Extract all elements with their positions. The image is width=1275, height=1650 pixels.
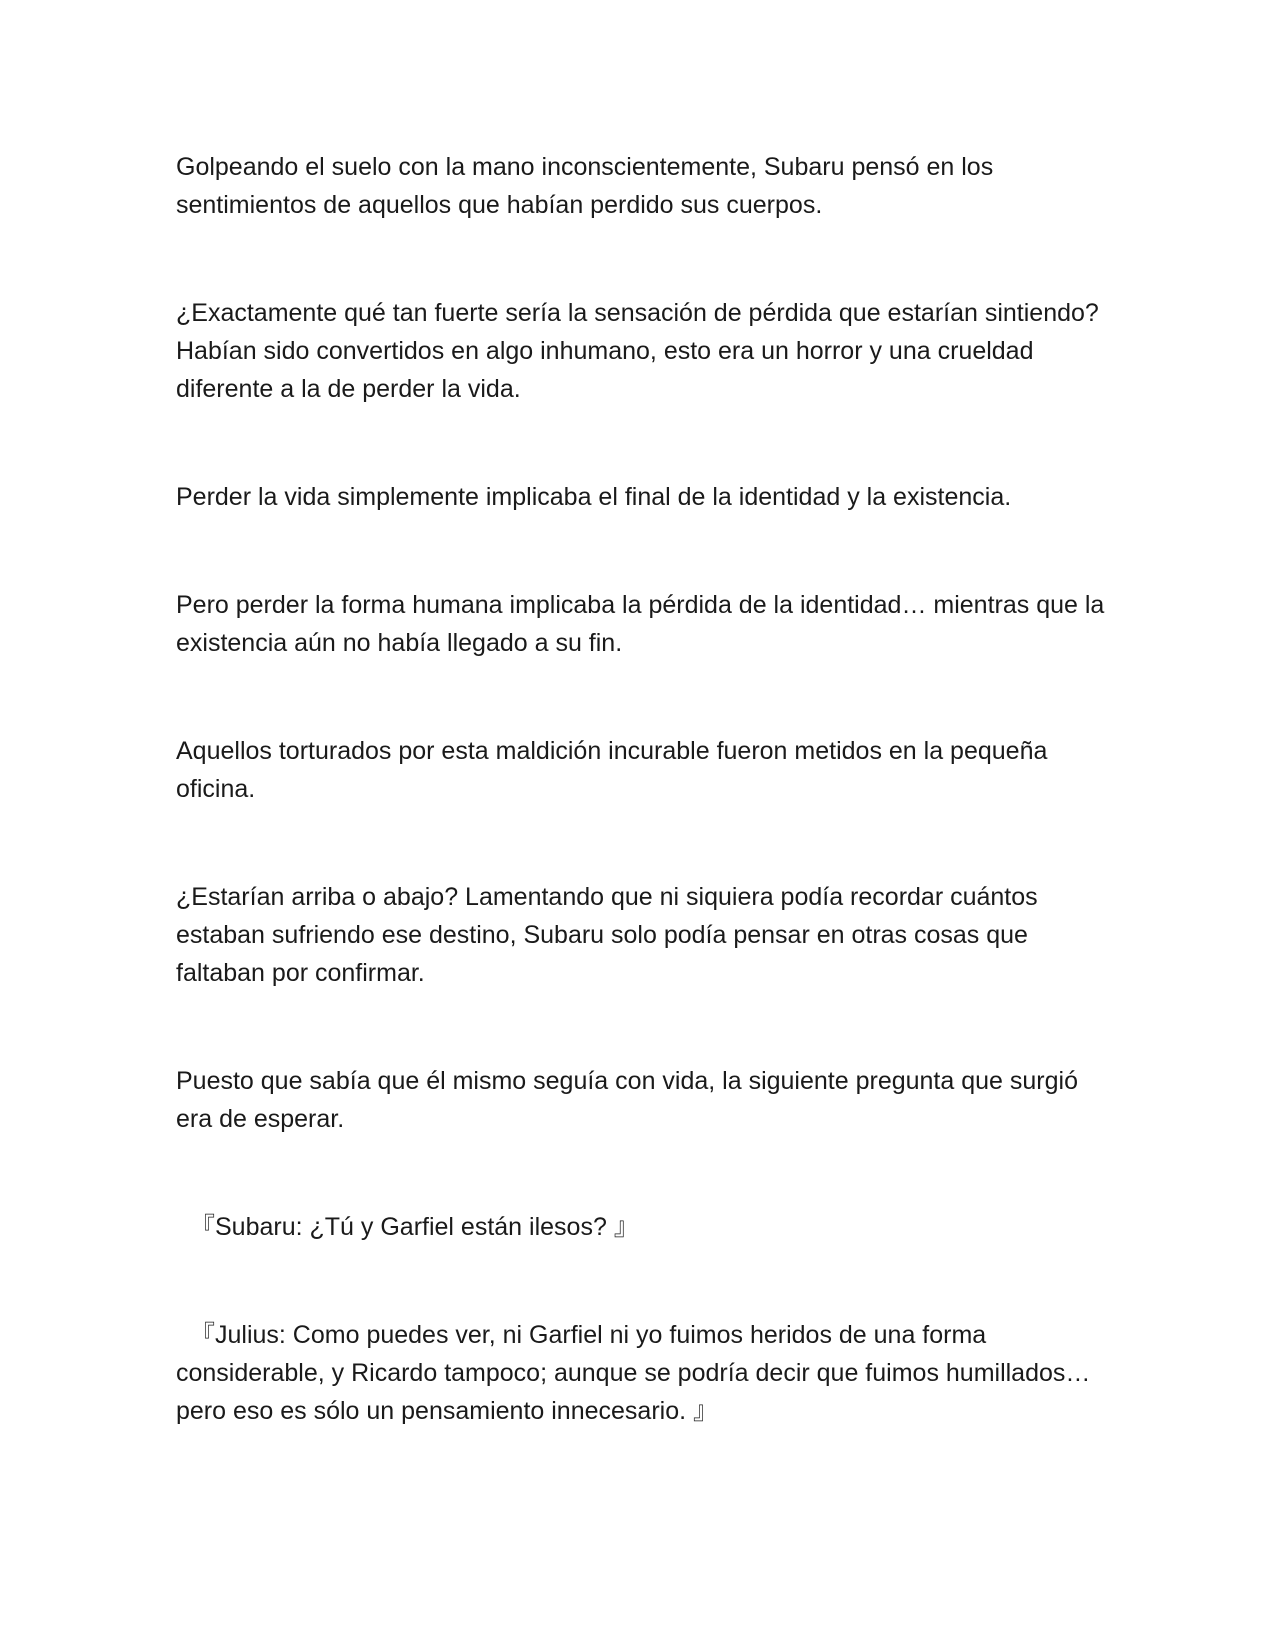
paragraph: ¿Exactamente qué tan fuerte sería la sensación de pérdida que estarían sintiendo? Habían sido convertidos en algo inhumano, esto era un horror y una crueldad diferente a la de perder la vida.: [176, 299, 1099, 403]
document-body: [176, 148, 1116, 1500]
dialogue-line-subaru: 『Subaru: ¿Tú y Garfiel están ilesos? 』: [190, 1213, 639, 1241]
paragraph: Pero perder la forma humana implicaba la pérdida de la identidad… mientras que la existencia aún no había llegado a su fin.: [176, 591, 1105, 657]
paragraph: Perder la vida simplemente implicaba el final de la identidad y la existencia.: [176, 483, 1012, 511]
paragraph: Aquellos torturados por esta maldición incurable fueron metidos en la pequeña oficina.: [176, 737, 1048, 803]
dialogue-line-julius: 『Julius: Como puedes ver, ni Garfiel ni yo fuimos heridos de una forma considerable, y Ricardo tampoco; aunque se podría decir que fuimos humillados… pero eso es sólo un pensamiento innecesario. 』: [176, 1321, 1091, 1425]
paragraph: Puesto que sabía que él mismo seguía con vida, la siguiente pregunta que surgió era de esperar.: [176, 1067, 1078, 1133]
paragraph: Golpeando el suelo con la mano inconscientemente, Subaru pensó en los sentimientos de aquellos que habían perdido sus cuerpos.: [176, 153, 994, 219]
paragraph: ¿Estarían arriba o abajo? Lamentando que ni siquiera podía recordar cuántos estaban sufriendo ese destino, Subaru solo podía pensar en otras cosas que faltaban por confirmar.: [176, 883, 1038, 987]
